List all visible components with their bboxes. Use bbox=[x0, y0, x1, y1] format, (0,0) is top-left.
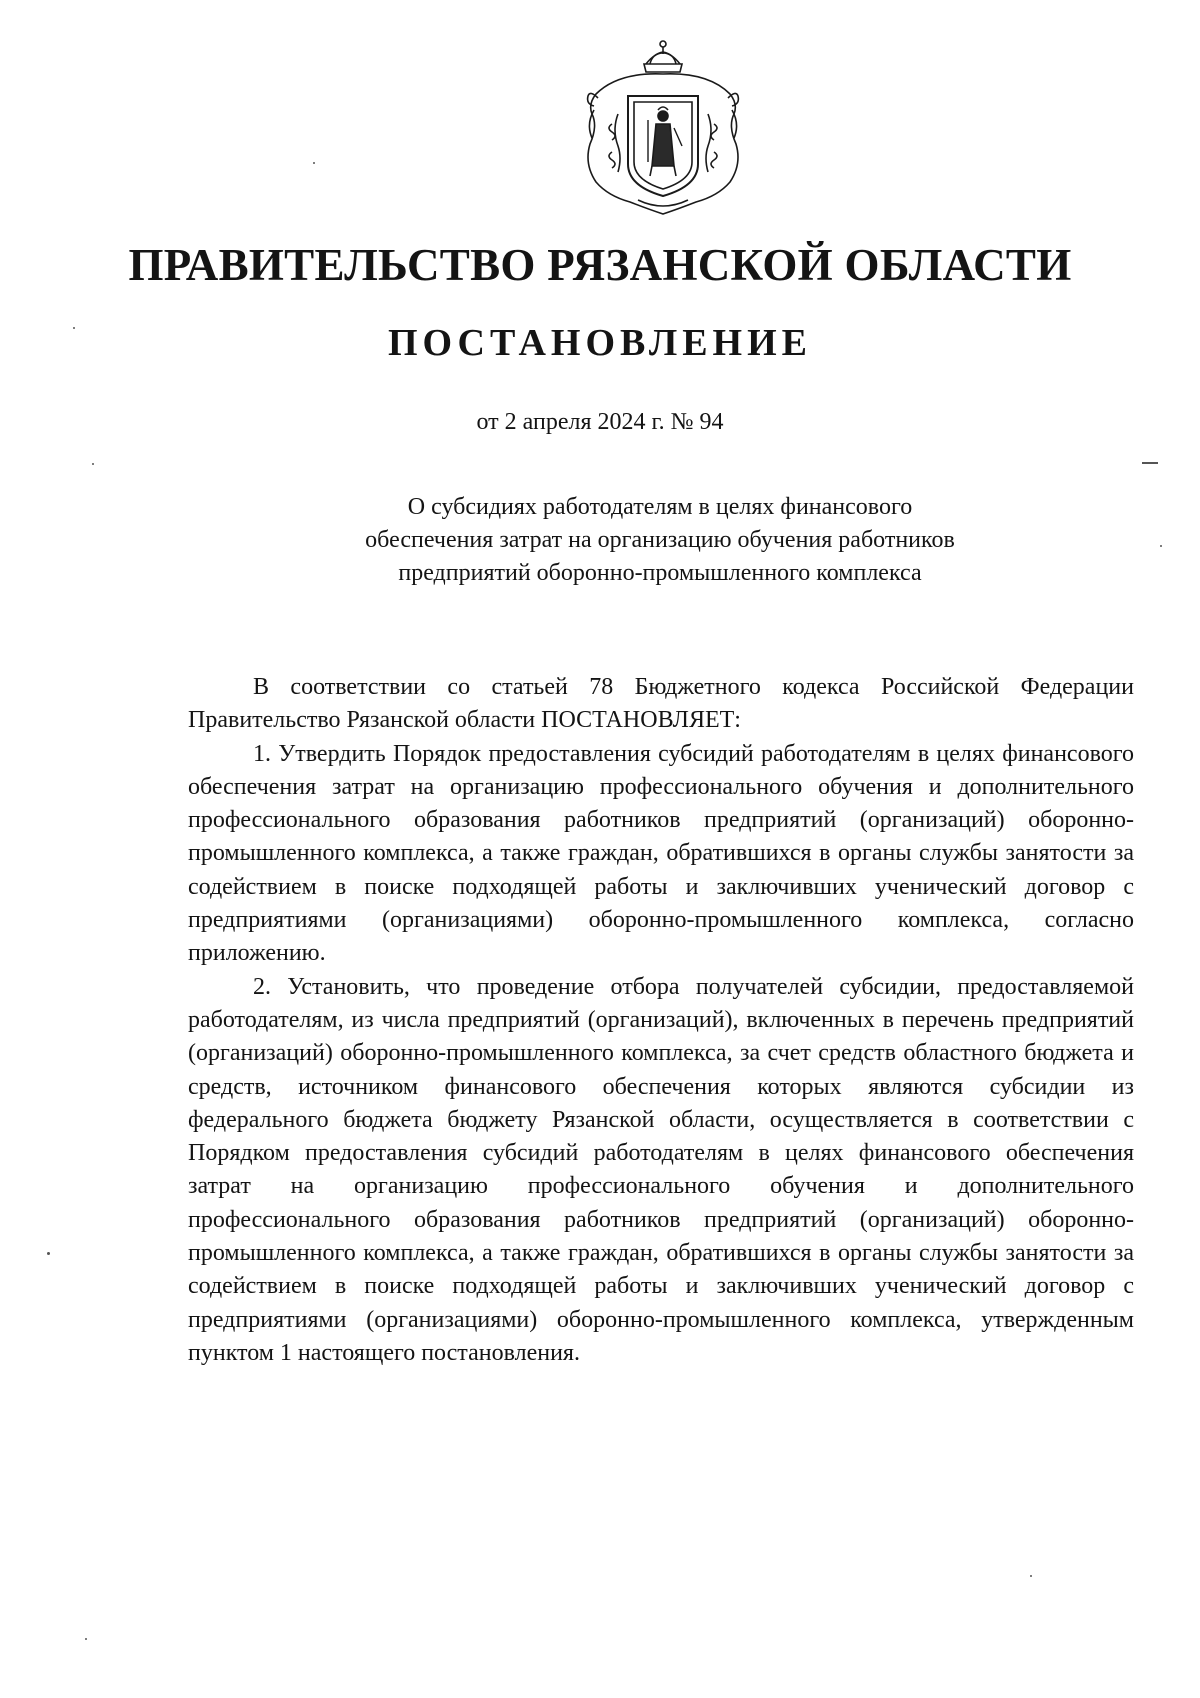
scan-speck bbox=[47, 1252, 50, 1255]
ryazan-coat-of-arms-icon bbox=[578, 34, 748, 219]
document-date-number: от 2 апреля 2024 г. № 94 bbox=[476, 409, 724, 435]
subject-line-1: О субсидиях работодателям в целях финансового bbox=[407, 494, 913, 520]
document-subject bbox=[270, 491, 1050, 590]
subject-line-3: предприятий оборонно-промышленного комплекса bbox=[398, 560, 922, 586]
preamble-paragraph: В соответствии со статьей 78 Бюджетного кодекса Российской Федерации Правительство Рязанской области ПОСТАНОВЛЯЕТ: bbox=[188, 674, 1134, 734]
subject-line-2: обеспечения затрат на организацию обучения работников bbox=[365, 527, 955, 553]
item-2-paragraph: 2. Установить, что проведение отбора получателей субсидии, предоставляемой работодателям, из числа предприятий (организаций), включенных в перечень предприятий (организаций) оборонно-промышленного комплекса, за счет средств областного бюджета и средств, источником финансового обеспечения которых являются субсидии из федерального бюджета бюджету Рязанской области, осуществляется в соответствии с Порядком предоставления субсидий работодателям в целях финансового обеспечения затрат на организацию профессионального обучения и дополнительного профессионального образования работников предприятий (организаций) оборонно-промышленного комплекса, а также граждан, обратившихся в органы службы занятости за содействием в поиске подходящей работы и заключивших ученический договор с предприятиями (организациями) оборонно-промышленного комплекса, утвержденным пунктом 1 настоящего постановления. bbox=[188, 973, 1134, 1366]
scan-speck bbox=[85, 1638, 87, 1640]
scan-speck bbox=[1030, 1575, 1032, 1577]
scan-speck bbox=[92, 463, 94, 465]
document-type-heading: ПОСТАНОВЛЕНИЕ bbox=[387, 322, 813, 364]
document-body bbox=[188, 671, 1134, 1370]
scan-speck bbox=[1142, 462, 1158, 464]
organization-title: ПРАВИТЕЛЬСТВО РЯЗАНСКОЙ ОБЛАСТИ bbox=[128, 240, 1072, 290]
item-1-paragraph: 1. Утвердить Порядок предоставления субсидий работодателям в целях финансового обеспечения затрат на организацию профессионального обучения и дополнительного профессионального образования работников предприятий (организаций) оборонно-промышленного комплекса, а также граждан, обратившихся в органы службы занятости за содействием в поиске подходящей работы и заключивших ученический договор с предприятиями (организациями) оборонно-промышленного комплекса, согласно приложению. bbox=[188, 740, 1134, 967]
scan-speck bbox=[313, 162, 315, 164]
scan-speck bbox=[73, 327, 75, 329]
scan-speck bbox=[1160, 545, 1162, 547]
